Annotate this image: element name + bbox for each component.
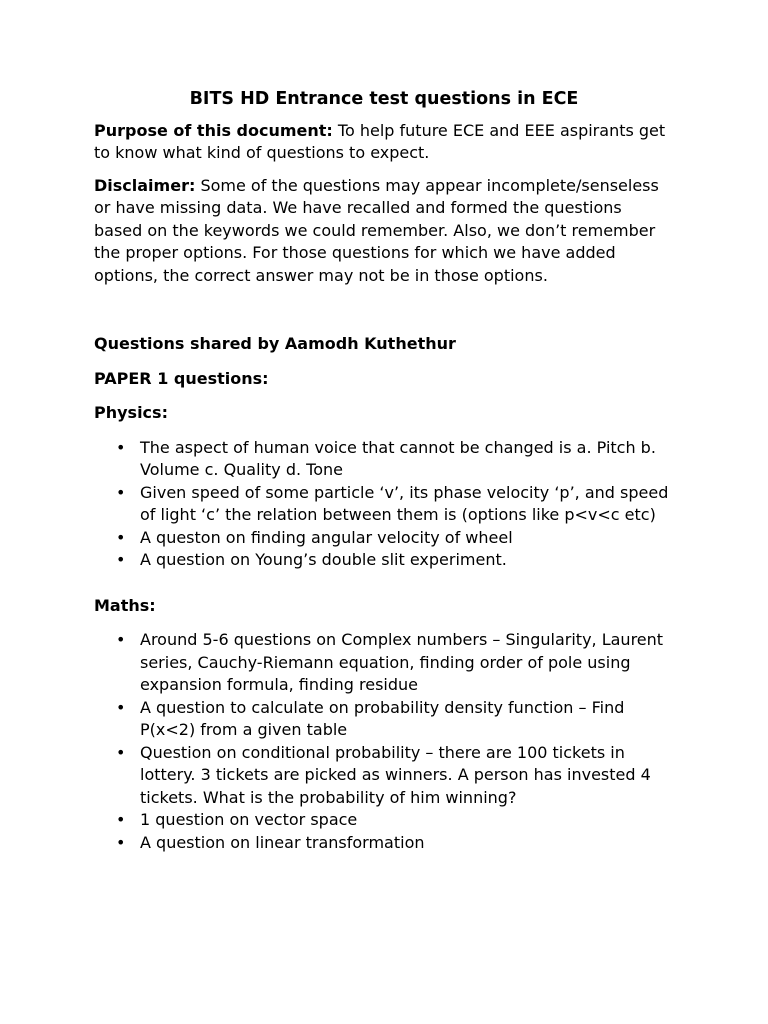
bullet-icon: • — [116, 630, 126, 649]
purpose-paragraph — [94, 120, 672, 165]
bullet-icon: • — [116, 527, 126, 547]
list-item — [94, 437, 672, 482]
bullet-icon: • — [116, 742, 126, 762]
list-item-text: A question on linear transformation — [140, 832, 425, 852]
section-spacer — [94, 572, 672, 595]
list-item-text: A question on Young’s double slit experiment. — [140, 550, 507, 569]
section-spacer — [94, 297, 672, 333]
list-item — [94, 629, 672, 697]
bullet-icon: • — [116, 437, 126, 457]
disclaimer-text: Some of the questions may appear incomplete/senseless or have missing data. We have recalled and formed the questions based on the keywords we could remember. Also, we don’t remember the proper options. For those questions for which we have added options, the correct answer may not be in those options. — [94, 175, 659, 285]
list-item — [94, 482, 672, 527]
list-item — [94, 742, 672, 810]
bullet-icon: • — [116, 550, 126, 569]
list-item-text: Around 5-6 questions on Complex numbers – Singularity, Laurent series, Cauchy-Riemann equation, finding order of pole using expansion formula, finding residue — [140, 630, 664, 694]
list-item — [94, 697, 672, 742]
disclaimer-paragraph — [94, 175, 672, 288]
list-item-text: The aspect of human voice that cannot be changed is a. Pitch b. Volume c. Quality d. Tone — [140, 437, 656, 479]
list-item-text: Given speed of some particle ‘v’, its phase velocity ‘p’, and speed of light ‘c’ the relation between them is (options like p<v<c etc) — [140, 482, 669, 524]
list-item — [94, 549, 672, 572]
list-item-text: 1 question on vector space — [140, 810, 358, 829]
bullet-icon: • — [116, 697, 126, 717]
list-item — [94, 809, 672, 832]
shared-by-heading: Questions shared by Aamodh Kuthethur — [94, 334, 456, 353]
list-item — [94, 527, 672, 550]
list-item-text: A question to calculate on probability density function – Find P(x<2) from a given table — [140, 697, 625, 739]
list-item — [94, 832, 672, 855]
list-item-text: A queston on finding angular velocity of wheel — [140, 527, 513, 547]
bullet-icon: • — [116, 832, 126, 852]
paper-heading: PAPER 1 questions: — [94, 368, 269, 388]
bullet-icon: • — [116, 810, 126, 829]
list-item-text: Question on conditional probability – there are 100 tickets in lottery. 3 tickets are picked as winners. A person has invested 4 tickets. What is the probability of him winning? — [140, 742, 651, 807]
disclaimer-label: Disclaimer: — [94, 175, 196, 195]
bullet-icon: • — [116, 482, 126, 502]
maths-heading: Maths: — [94, 595, 156, 615]
physics-heading: Physics: — [94, 403, 168, 422]
physics-list — [94, 437, 672, 572]
purpose-label: Purpose of this document: — [94, 120, 333, 140]
maths-list — [94, 629, 672, 854]
document-title: BITS HD Entrance test questions in ECE — [189, 89, 579, 109]
purpose-text: To help future ECE and EEE aspirants get to know what kind of questions to expect. — [94, 120, 666, 162]
